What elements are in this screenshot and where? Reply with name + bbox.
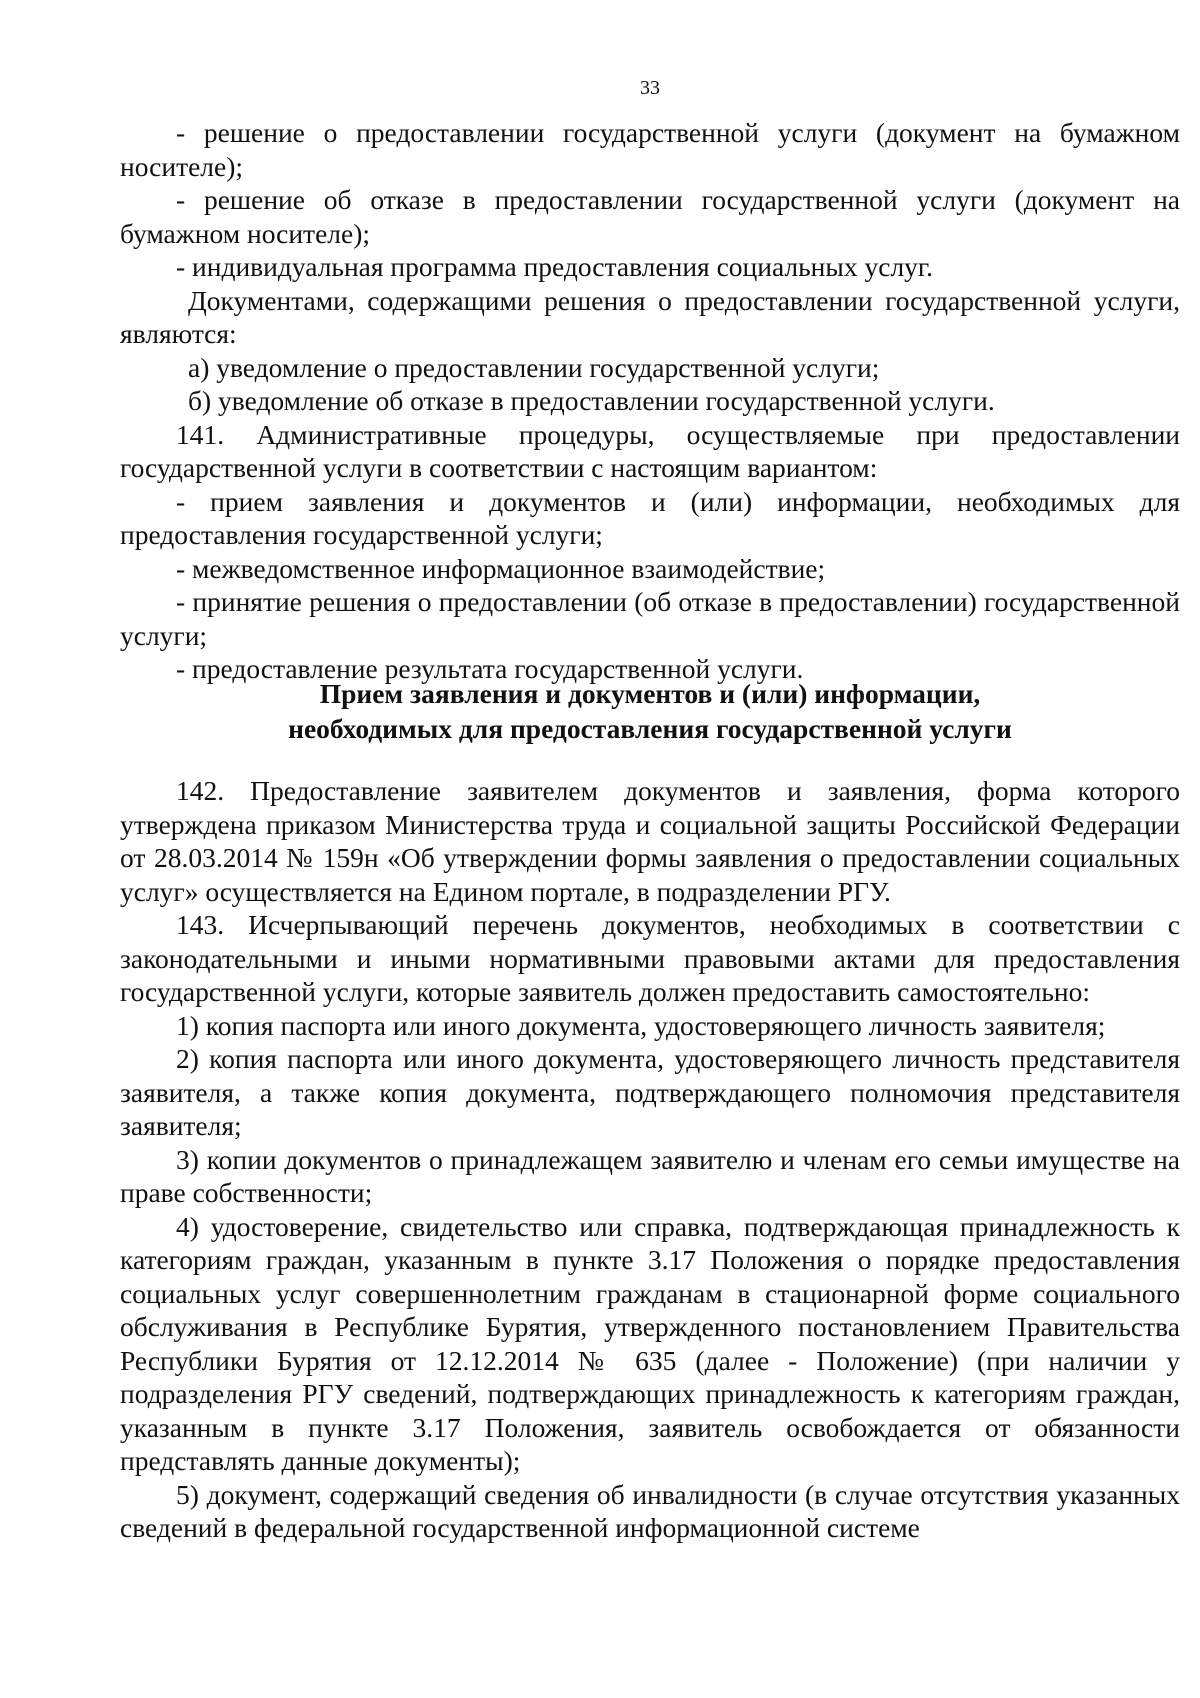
section-heading xyxy=(120,676,1180,746)
paragraph: Документами, содержащими решения о предоставлении государственной услуги, являются: xyxy=(120,284,1180,349)
paragraph: - решение об отказе в предоставлении государственной услуги (документ на бумажном носителе); xyxy=(120,184,1180,249)
paragraph: - принятие решения о предоставлении (об отказе в предоставлении) государственной услуги; xyxy=(120,586,1180,651)
paragraph: 142. Предоставление заявителем документов и заявления, форма которого утверждена приказом Министерства труда и социальной защиты Российской Федерации от 28.03.2014 № 159н «Об утверждении формы заявления о предоставлении социальных услуг» осуществляется на Едином портале, в подразделении РГУ. xyxy=(120,775,1180,907)
paragraph: 5) документ, содержащий сведения об инвалидности (в случае отсутствия указанных сведений в федеральной государственной информационной системе xyxy=(120,1478,1180,1543)
paragraph: 141. Административные процедуры, осуществляемые при предоставлении государственной услуги в соответствии с настоящим вариантом: xyxy=(120,418,1180,483)
paragraph: 143. Исчерпывающий перечень документов, необходимых в соответствии с законодательными и иными нормативными правовыми актами для предоставления государственной услуги, которые заявитель должен предоставить самостоятельно: xyxy=(120,909,1180,1007)
paragraph: 2) копия паспорта или иного документа, удостоверяющего личность представителя заявителя, а также копия документа, подтверждающего полномочия представителя заявителя; xyxy=(120,1043,1180,1141)
paragraph: а) уведомление о предоставлении государственной услуги; xyxy=(188,351,880,383)
paragraph: - индивидуальная программа предоставления социальных услуг. xyxy=(176,251,933,282)
paragraph: - прием заявления и документов и (или) информации, необходимых для предоставления государственной услуги; xyxy=(120,485,1180,550)
paragraph: - предоставление результата государственной услуги. xyxy=(176,653,804,684)
heading-line: Прием заявления и документов и (или) информации, xyxy=(319,678,981,709)
paragraph: 3) копии документов о принадлежащем заявителю и членам его семьи имуществе на праве собственности; xyxy=(120,1143,1180,1208)
paragraph: 1) копия паспорта или иного документа, удостоверяющего личность заявителя; xyxy=(176,1009,1106,1041)
paragraph: 4) удостоверение, свидетельство или справка, подтверждающая принадлежность к категориям граждан, указанным в пункте 3.17 Положения о порядке предоставления социальных услуг совершеннолетним гражданам в стационарной форме социального обслуживания в Республике Бурятия, утвержденного постановлением Правительства Республики Бурятия от 12.12.2014 № 635 (далее - Положение) (при наличии у подразделения РГУ сведений, подтверждающих принадлежность к категориям граждан, указанным в пункте 3.17 Положения, заявитель освобождается от обязанности представлять данные документы); xyxy=(120,1210,1180,1476)
top-text-block xyxy=(120,116,1180,686)
paragraph: - межведомственное информационное взаимодействие; xyxy=(176,552,826,584)
paragraph: б) уведомление об отказе в предоставлении государственной услуги. xyxy=(188,385,995,416)
paragraph: - решение о предоставлении государственной услуги (документ на бумажном носителе); xyxy=(120,117,1180,182)
heading-line: необходимых для предоставления государственной услуги xyxy=(288,713,1012,744)
page-number: 33 xyxy=(640,77,660,99)
bottom-text-block xyxy=(120,774,1180,1545)
